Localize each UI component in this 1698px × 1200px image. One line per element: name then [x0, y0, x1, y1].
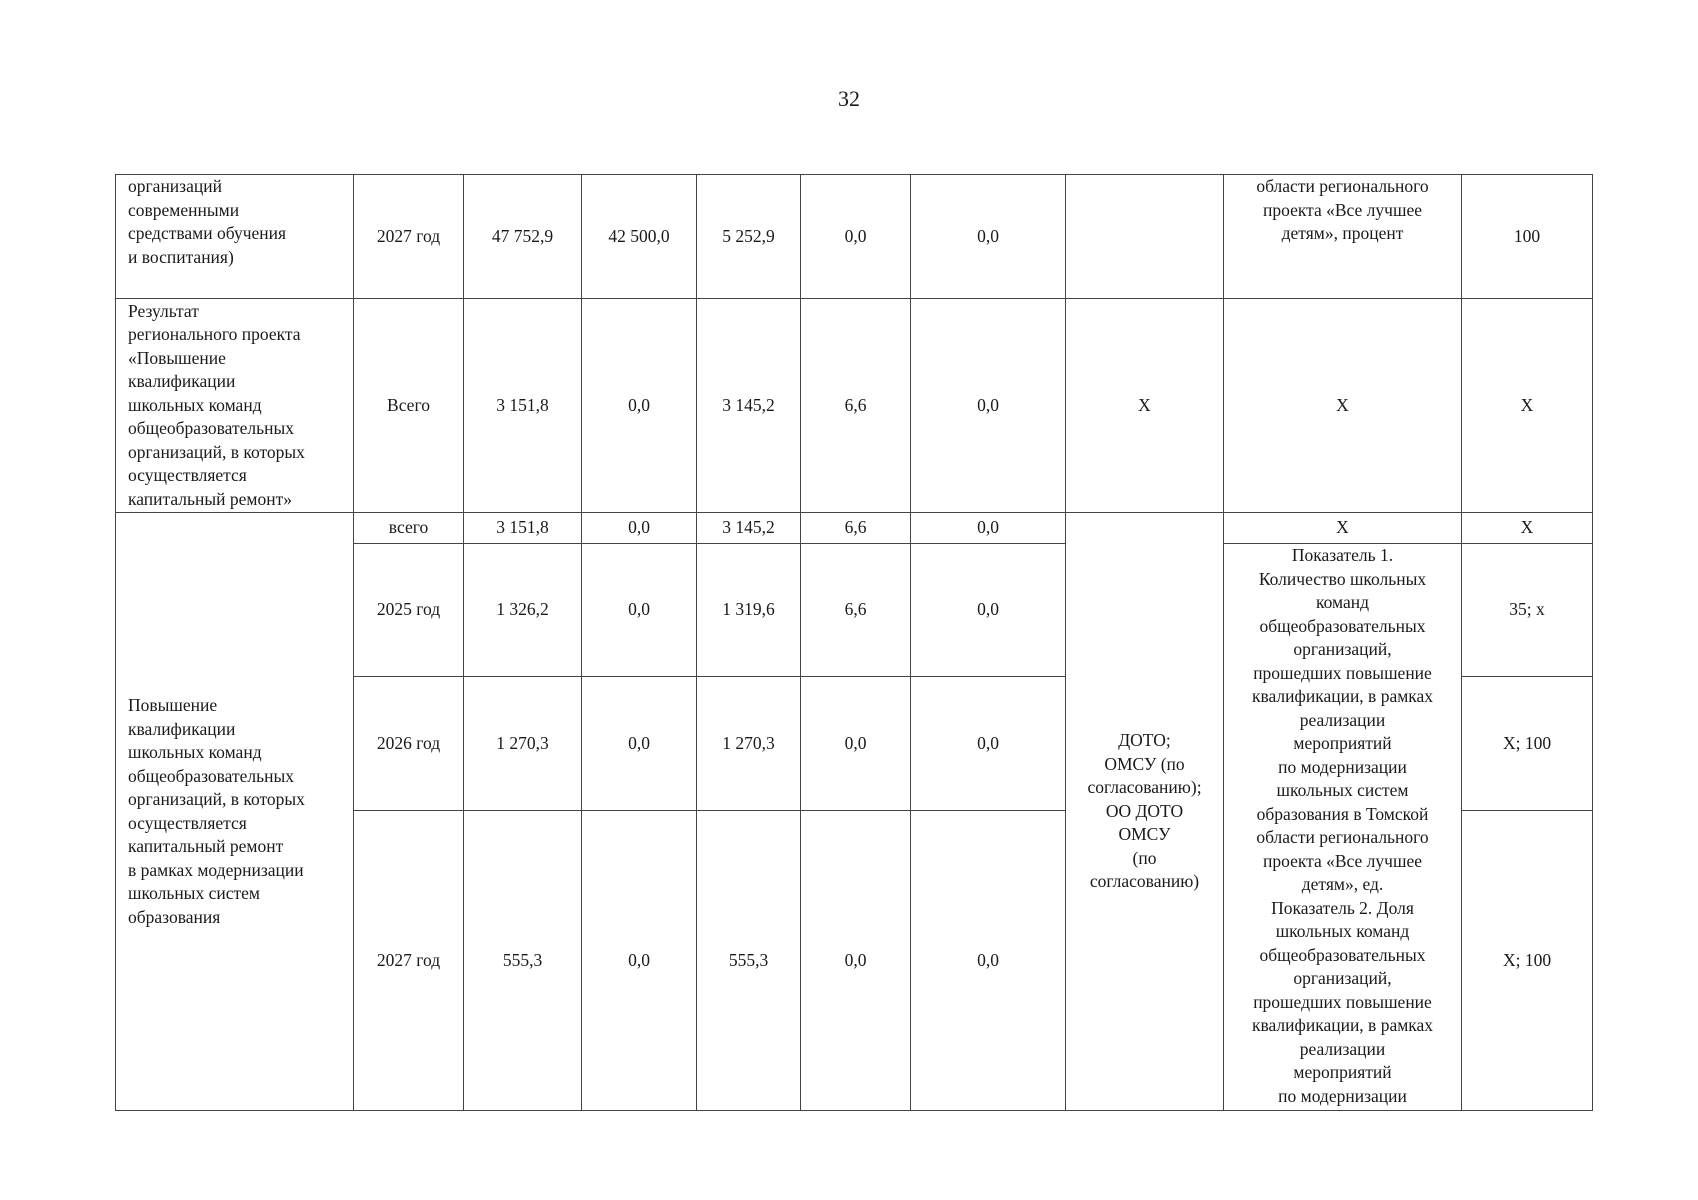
activity-name-cell: организаций современными средствами обучения и воспитания) [116, 175, 354, 299]
regional-cell: 1 270,3 [697, 677, 801, 811]
activity-name-cell: Повышение квалификации школьных команд общеобразовательных организаций, в которых осуществляется капитальный ремонт в рамках модернизации школьных систем образования [116, 513, 354, 1111]
local-cell: 6,6 [801, 544, 911, 677]
local-cell: 0,0 [801, 175, 911, 299]
regional-cell: 3 145,2 [697, 513, 801, 544]
executor-cell: ДОТО; ОМСУ (по согласованию); ОО ДОТО ОМСУ (по согласованию) [1066, 513, 1224, 1111]
table-row [116, 513, 1593, 544]
period-cell: Всего [354, 299, 464, 513]
indicator-cell: Х [1224, 299, 1462, 513]
page-number: 32 [838, 86, 860, 111]
other-cell: 0,0 [911, 299, 1066, 513]
federal-cell: 0,0 [582, 677, 697, 811]
federal-cell: 0,0 [582, 299, 697, 513]
indicator-cell: Показатель 1. Количество школьных команд общеобразовательных организаций, прошедших повышение квалификации, в рамках реализации мероприятий по модернизации школьных систем образования в Томской области регионального проекта «Все лучшее детям», ед. Показатель 2. Доля школьных команд общеобразовательных организаций, прошедших повышение квалификации, в рамках реализации мероприятий по модернизации [1224, 544, 1462, 1111]
value-cell: 100 [1462, 175, 1593, 299]
local-cell: 6,6 [801, 299, 911, 513]
table-row [116, 175, 1593, 299]
executor-cell: Х [1066, 299, 1224, 513]
result-name-cell: Результат регионального проекта «Повышение квалификации школьных команд общеобразовательных организаций, в которых осуществляется капитальный ремонт» [116, 299, 354, 513]
local-cell: 0,0 [801, 811, 911, 1111]
value-cell: Х; 100 [1462, 677, 1593, 811]
value-cell: 35; х [1462, 544, 1593, 677]
total-cell: 1 326,2 [464, 544, 582, 677]
federal-cell: 0,0 [582, 544, 697, 677]
value-cell: Х [1462, 513, 1593, 544]
federal-cell: 42 500,0 [582, 175, 697, 299]
executor-cell [1066, 175, 1224, 299]
total-cell: 3 151,8 [464, 299, 582, 513]
local-cell: 0,0 [801, 677, 911, 811]
other-cell: 0,0 [911, 677, 1066, 811]
total-cell: 555,3 [464, 811, 582, 1111]
federal-cell: 0,0 [582, 513, 697, 544]
period-cell: 2025 год [354, 544, 464, 677]
indicator-cell: Х [1224, 513, 1462, 544]
regional-cell: 3 145,2 [697, 299, 801, 513]
total-cell: 1 270,3 [464, 677, 582, 811]
regional-cell: 555,3 [697, 811, 801, 1111]
period-cell: 2027 год [354, 175, 464, 299]
period-cell: 2026 год [354, 677, 464, 811]
federal-cell: 0,0 [582, 811, 697, 1111]
other-cell: 0,0 [911, 175, 1066, 299]
value-cell: Х [1462, 299, 1593, 513]
other-cell: 0,0 [911, 811, 1066, 1111]
indicator-cell: области регионального проекта «Все лучшее детям», процент [1224, 175, 1462, 299]
total-cell: 47 752,9 [464, 175, 582, 299]
budget-table [115, 174, 1593, 1111]
regional-cell: 5 252,9 [697, 175, 801, 299]
period-cell: всего [354, 513, 464, 544]
value-cell: Х; 100 [1462, 811, 1593, 1111]
total-cell: 3 151,8 [464, 513, 582, 544]
local-cell: 6,6 [801, 513, 911, 544]
regional-cell: 1 319,6 [697, 544, 801, 677]
period-cell: 2027 год [354, 811, 464, 1111]
other-cell: 0,0 [911, 544, 1066, 677]
table-row [116, 299, 1593, 513]
other-cell: 0,0 [911, 513, 1066, 544]
